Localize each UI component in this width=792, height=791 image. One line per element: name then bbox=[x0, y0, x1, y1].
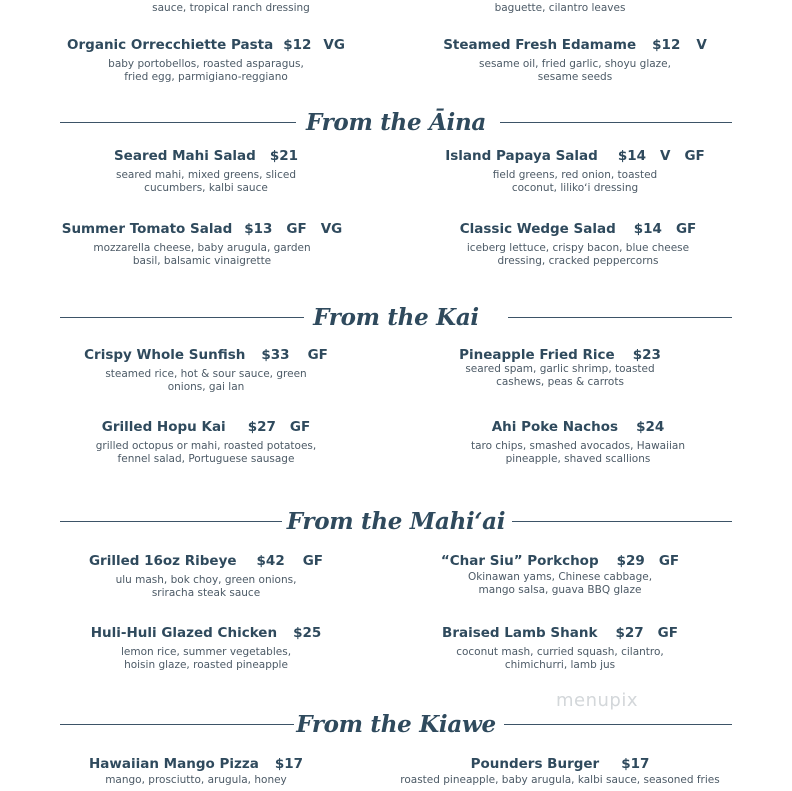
item-description: Okinawan yams, Chinese cabbage, mango salsa, guava BBQ glaze bbox=[467, 571, 653, 596]
menu-item-grilled-ribeye bbox=[56, 553, 356, 600]
menu-item-orrecchiette bbox=[56, 37, 356, 84]
item-tag: GF bbox=[657, 625, 678, 641]
item-description: baguette, cilantro leaves bbox=[494, 2, 626, 14]
item-description: mango, prosciutto, arugula, honey bbox=[105, 774, 287, 786]
item-tag: GF bbox=[307, 347, 328, 363]
item-description: ulu mash, bok choy, green onions, sriracha steak sauce bbox=[115, 574, 297, 599]
item-description: seared spam, garlic shrimp, toasted cashews, peas & carrots bbox=[465, 363, 655, 388]
item-description: iceberg lettuce, crispy bacon, blue cheese dressing, cracked peppercorns bbox=[466, 242, 690, 267]
item-tag: GF bbox=[286, 221, 307, 237]
divider bbox=[500, 122, 732, 123]
divider bbox=[512, 521, 732, 522]
item-name: Hawaiian Mango Pizza bbox=[89, 756, 259, 772]
item-name: Huli-Huli Glazed Chicken bbox=[90, 625, 278, 641]
item-description: taro chips, smashed avocados, Hawaiian pineapple, shaved scallions bbox=[470, 440, 686, 465]
item-price: $17 bbox=[274, 756, 303, 772]
section-heading: From the Kai bbox=[313, 304, 479, 331]
menu-item-hawaiian-mango-pizza bbox=[46, 756, 346, 787]
watermark: menupix bbox=[556, 690, 639, 711]
menu-item-island-papaya-salad bbox=[420, 148, 730, 195]
item-name: Grilled 16oz Ribeye bbox=[88, 553, 237, 569]
item-title bbox=[410, 347, 710, 363]
item-price: $27 bbox=[247, 419, 276, 435]
section-header-mahiai bbox=[60, 507, 732, 537]
item-tag: VG bbox=[323, 37, 345, 53]
item-description: sauce, tropical ranch dressing bbox=[152, 2, 310, 14]
item-title bbox=[56, 148, 356, 164]
item-price: $14 bbox=[633, 221, 662, 237]
item-name: Organic Orrecchiette Pasta bbox=[67, 37, 274, 53]
item-tag: GF bbox=[289, 419, 311, 435]
menu-item-char-siu-porkchop bbox=[410, 553, 710, 597]
item-name: Ahi Poke Nachos bbox=[491, 419, 619, 435]
menu-item-top-left bbox=[86, 2, 376, 15]
item-description: sesame oil, fried garlic, shoyu glaze, sesame seeds bbox=[479, 58, 671, 83]
item-title bbox=[56, 553, 356, 569]
item-tag: GF bbox=[675, 221, 697, 237]
menu-item-grilled-hopu-kai bbox=[56, 419, 356, 466]
item-title bbox=[56, 625, 356, 641]
menu-item-crispy-whole-sunfish bbox=[56, 347, 356, 394]
section-heading: From the Mahiʻai bbox=[286, 508, 506, 535]
item-name: Classic Wedge Salad bbox=[459, 221, 616, 237]
item-description: field greens, red onion, toasted coconut, lilikoʻi dressing bbox=[492, 169, 658, 194]
item-tag: V bbox=[660, 148, 671, 164]
item-name: Summer Tomato Salad bbox=[61, 221, 233, 237]
item-title bbox=[56, 347, 356, 363]
item-description: lemon rice, summer vegetables, hoisin glaze, roasted pineapple bbox=[120, 646, 292, 671]
item-description: mozzarella cheese, baby arugula, garden basil, balsamic vinaigrette bbox=[93, 242, 311, 267]
item-price: $27 bbox=[615, 625, 644, 641]
item-title bbox=[428, 419, 728, 435]
item-price: $17 bbox=[621, 756, 650, 772]
item-description: roasted pineapple, baby arugula, kalbi sauce, seasoned fries bbox=[400, 774, 720, 786]
item-name: Crispy Whole Sunfish bbox=[84, 347, 246, 363]
item-title bbox=[410, 553, 710, 569]
item-price: $29 bbox=[616, 553, 645, 569]
item-tag: GF bbox=[658, 553, 680, 569]
item-name: Steamed Fresh Edamame bbox=[443, 37, 637, 53]
item-title bbox=[380, 756, 740, 772]
item-price: $21 bbox=[269, 148, 299, 164]
item-price: $42 bbox=[256, 553, 285, 569]
item-price: $14 bbox=[617, 148, 647, 164]
item-name: Island Papaya Salad bbox=[445, 148, 598, 164]
item-price: $25 bbox=[293, 625, 322, 641]
item-name: Grilled Hopu Kai bbox=[101, 419, 226, 435]
menu-item-ahi-poke-nachos bbox=[428, 419, 728, 466]
menu-item-seared-mahi-salad bbox=[56, 148, 356, 195]
menu-item-pounders-burger bbox=[380, 756, 740, 787]
menu-item-top-right bbox=[420, 2, 700, 15]
item-price: $13 bbox=[244, 221, 273, 237]
item-name: “Char Siu” Porkchop bbox=[440, 553, 599, 569]
menu-item-pineapple-fried-rice bbox=[410, 347, 710, 389]
item-title bbox=[428, 221, 728, 237]
item-tag: V bbox=[696, 37, 707, 53]
menu-item-summer-tomato-salad bbox=[52, 221, 352, 268]
item-name: Pounders Burger bbox=[470, 756, 600, 772]
item-description: steamed rice, hot & sour sauce, green onions, gai lan bbox=[105, 368, 307, 393]
section-header-kiawe bbox=[60, 710, 732, 740]
divider bbox=[508, 317, 732, 318]
item-price: $23 bbox=[632, 347, 661, 363]
item-name: Seared Mahi Salad bbox=[113, 148, 256, 164]
item-name: Pineapple Fried Rice bbox=[459, 347, 615, 363]
item-price: $33 bbox=[261, 347, 290, 363]
item-title bbox=[420, 148, 730, 164]
item-price: $12 bbox=[283, 37, 312, 53]
item-title bbox=[430, 37, 720, 53]
item-title bbox=[46, 756, 346, 772]
item-title bbox=[56, 419, 356, 435]
item-description: seared mahi, mixed greens, sliced cucumbers, kalbi sauce bbox=[116, 169, 296, 194]
item-tag: VG bbox=[320, 221, 343, 237]
section-header-kai bbox=[60, 303, 732, 333]
item-description: coconut mash, curried squash, cilantro, chimichurri, lamb jus bbox=[456, 646, 664, 671]
item-title bbox=[56, 37, 356, 53]
divider bbox=[504, 724, 732, 725]
item-price: $24 bbox=[636, 419, 665, 435]
item-price: $12 bbox=[652, 37, 681, 53]
section-header-aina bbox=[60, 108, 732, 138]
item-tag: GF bbox=[302, 553, 324, 569]
menu-item-huli-huli-chicken bbox=[56, 625, 356, 672]
item-description: grilled octopus or mahi, roasted potatoes, fennel salad, Portuguese sausage bbox=[95, 440, 317, 465]
item-name: Braised Lamb Shank bbox=[442, 625, 598, 641]
section-heading: From the Āina bbox=[305, 109, 487, 136]
item-tag: GF bbox=[684, 148, 705, 164]
menu-item-classic-wedge-salad bbox=[428, 221, 728, 268]
item-title bbox=[410, 625, 710, 641]
menu-item-braised-lamb-shank bbox=[410, 625, 710, 672]
item-title bbox=[52, 221, 352, 237]
section-heading: From the Kiawe bbox=[296, 711, 496, 738]
item-description: baby portobellos, roasted asparagus, fried egg, parmigiano-reggiano bbox=[108, 58, 304, 83]
menu-item-edamame bbox=[430, 37, 720, 84]
